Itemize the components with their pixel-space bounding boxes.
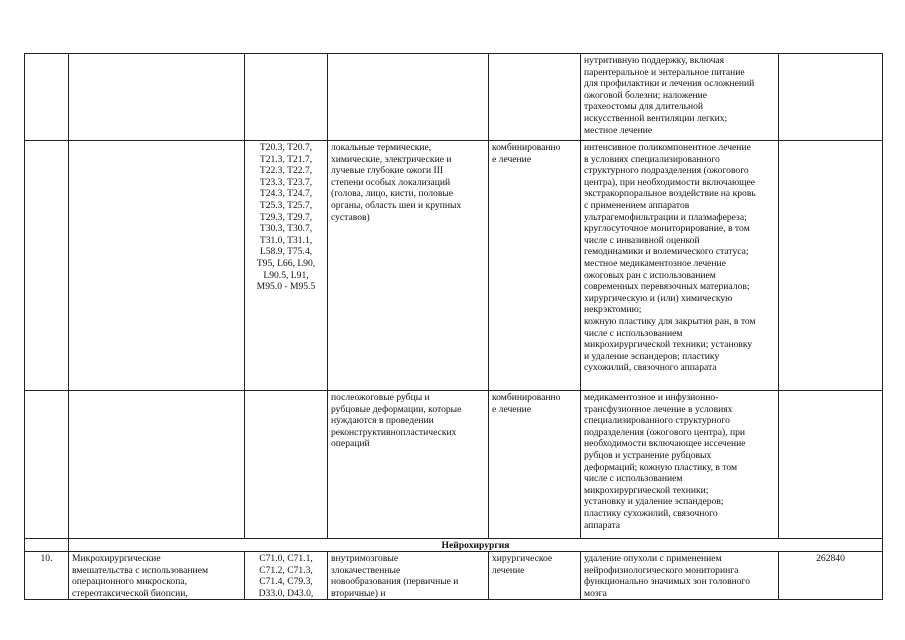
text-line: установку и удаление эспандеров;	[584, 496, 724, 508]
text-line: нуждаются в проведении	[331, 415, 434, 427]
text-line: рубцов и устранение рубцовых	[584, 449, 712, 461]
cell-codes	[245, 552, 328, 600]
text-line: новообразования (первичные и	[331, 576, 459, 588]
text-line: структурного подразделения (ожогового	[584, 165, 749, 177]
text-line: нейрофизиологического мониторинга	[584, 564, 739, 576]
table-row	[25, 141, 883, 391]
text-line: внутримозговые	[331, 553, 399, 564]
cell-treatment-method	[581, 141, 779, 391]
text-line: T24.3, T24.7,	[259, 188, 313, 200]
section-heading: Нейрохирургия	[69, 539, 883, 552]
section-row	[25, 539, 883, 552]
text-line: T20.3, T20.7,	[259, 142, 313, 153]
cell-patient-model	[328, 141, 489, 391]
text-line: и удаление эспандеров; пластику	[584, 350, 720, 362]
cell-name	[69, 54, 245, 141]
text-line: парентеральное и энтеральное питание	[584, 66, 745, 78]
table-row	[25, 552, 883, 600]
text-line: ожоговой болезни; наложение	[584, 89, 707, 101]
text-line: T29.3, T29.7,	[259, 211, 313, 223]
text-line: круглосуточное мониторирование, в том	[584, 223, 750, 235]
text-line: T23.3, T23.7,	[259, 176, 313, 188]
text-line: необходимости включающее иссечение	[584, 438, 746, 450]
text-line: вторичные) и	[331, 587, 386, 599]
text-line: микрохирургической техники;	[584, 484, 709, 496]
text-line: е лечение	[492, 153, 532, 165]
text-line: T21.3, T21.7,	[259, 153, 313, 165]
cell-codes	[245, 141, 328, 391]
cell-treatment-method	[581, 391, 779, 539]
text-line: T22.3, T22.7,	[259, 165, 313, 177]
text-line: L90.5, L91,	[263, 269, 309, 281]
text-line: интенсивное поликомпонентное лечение	[584, 142, 751, 153]
text-line: в условиях специализированного	[584, 153, 720, 165]
cell-codes	[245, 391, 328, 539]
text-line: суставов)	[331, 211, 370, 223]
cell-number	[25, 54, 69, 141]
cell-number: 10.	[25, 552, 69, 600]
cell-cost	[779, 54, 883, 141]
text-line: аппарата	[584, 519, 621, 531]
text-line: операций	[331, 438, 370, 450]
text-line: D33.0, D43.0,	[258, 587, 314, 599]
text-line: искусственной вентиляции легких;	[584, 112, 728, 124]
text-line: T95, L66, L90,	[256, 257, 316, 269]
medical-care-table	[24, 53, 883, 600]
text-line: медикаментозное и инфузионно-	[584, 392, 719, 403]
cell-treatment-type	[489, 552, 581, 600]
text-line: е лечение	[492, 403, 532, 415]
text-line: с применением аппаратов	[584, 199, 690, 211]
cell-name	[69, 391, 245, 539]
cell-treatment-method	[581, 54, 779, 141]
text-line: хирургическое	[492, 553, 553, 564]
text-line: пластику сухожилий, связочного	[584, 507, 718, 519]
text-line: центра), при необходимости включающее	[584, 176, 756, 188]
cell-codes	[245, 54, 328, 141]
text-line: трансфузионное лечение в условиях	[584, 403, 733, 415]
text-line: злокачественные	[331, 564, 401, 576]
cell-treatment-method	[581, 552, 779, 600]
text-line: гемодинамики и волемического статуса;	[584, 246, 749, 258]
cell-name	[69, 552, 245, 600]
cell-cost	[779, 391, 883, 539]
text-line: числе с использованием	[584, 473, 683, 485]
text-line: микрохирургической техники; установку	[584, 339, 753, 351]
text-line: стереотаксической биопсии,	[72, 587, 188, 599]
text-line: сухожилий, связочного аппарата	[584, 362, 717, 374]
text-line: Микрохирургические	[72, 553, 161, 564]
text-line: операционного микроскопа,	[72, 576, 187, 588]
text-line: T30.3, T30.7,	[259, 223, 313, 235]
cell-cost: 262840	[779, 552, 883, 600]
text-line: местное медикаментозное лечение	[584, 257, 726, 269]
cell-cost	[779, 141, 883, 391]
cell-patient-model	[328, 391, 489, 539]
text-line: реконструктивнопластических	[331, 426, 457, 438]
text-line: подразделения (ожогового центра), при	[584, 426, 746, 438]
text-line: комбинированно	[492, 392, 561, 403]
cell-treatment-type	[489, 391, 581, 539]
cell-number	[25, 141, 69, 391]
cell-patient-model	[328, 54, 489, 141]
cell-number	[25, 539, 69, 552]
text-line: экстракорпоральное воздействие на кровь	[584, 188, 756, 200]
text-line: органы, область шеи и крупных	[331, 199, 462, 211]
cell-name	[69, 141, 245, 391]
text-line: L58.9, T75.4,	[259, 246, 313, 258]
text-line: локальные термические,	[331, 142, 432, 153]
cell-treatment-type	[489, 141, 581, 391]
text-line: нутритивную поддержку, включая	[584, 55, 725, 66]
cell-treatment-type	[489, 54, 581, 141]
text-line: ультрагемофильтрации и плазмафереза;	[584, 211, 747, 223]
text-line: числе с инвазивной оценкой	[584, 234, 700, 246]
text-line: местное лечение	[584, 124, 653, 136]
text-line: C71.4, C79.3,	[259, 576, 313, 588]
text-line: M95.0 - M95.5	[256, 281, 316, 293]
text-line: для профилактики и лечения осложнений	[584, 78, 755, 90]
text-line: мозга	[584, 587, 607, 599]
text-line: вмешательства с использованием	[72, 564, 209, 576]
text-line: деформаций; кожную пластику, в том	[584, 461, 738, 473]
text-line: кожную пластику для закрытия ран, в том	[584, 315, 756, 327]
text-line: лучевые глубокие ожоги III	[331, 165, 444, 177]
text-line: C71.2, C71.3,	[259, 564, 313, 576]
text-line: C71.0, C71.1,	[259, 553, 313, 564]
text-line: лечение	[492, 564, 525, 576]
text-line: трахеостомы для длительной	[584, 101, 704, 113]
text-line: степени особых локализаций	[331, 176, 451, 188]
text-line: химические, электрические и	[331, 153, 452, 165]
text-line: числе с использованием	[584, 327, 683, 339]
text-line: современных перевязочных материалов;	[584, 281, 750, 293]
text-line: T31.0, T31.1,	[259, 234, 313, 246]
text-line: T25.3, T25.7,	[259, 199, 313, 211]
cell-number	[25, 391, 69, 539]
text-line: специализированного структурного	[584, 415, 730, 427]
cell-patient-model	[328, 552, 489, 600]
text-line: удаление опухоли с применением	[584, 553, 722, 564]
table-row	[25, 391, 883, 539]
text-line: некрэктомию;	[584, 304, 642, 316]
text-line: хирургическую и (или) химическую	[584, 292, 733, 304]
text-line: комбинированно	[492, 142, 561, 153]
table-row	[25, 54, 883, 141]
text-line: послеожоговые рубцы и	[331, 392, 430, 403]
text-line: функционально значимых зон головного	[584, 576, 751, 588]
text-line: рубцовые деформации, которые	[331, 403, 462, 415]
text-line: ожоговых ран с использованием	[584, 269, 716, 281]
text-line: (голова, лицо, кисти, половые	[331, 188, 454, 200]
